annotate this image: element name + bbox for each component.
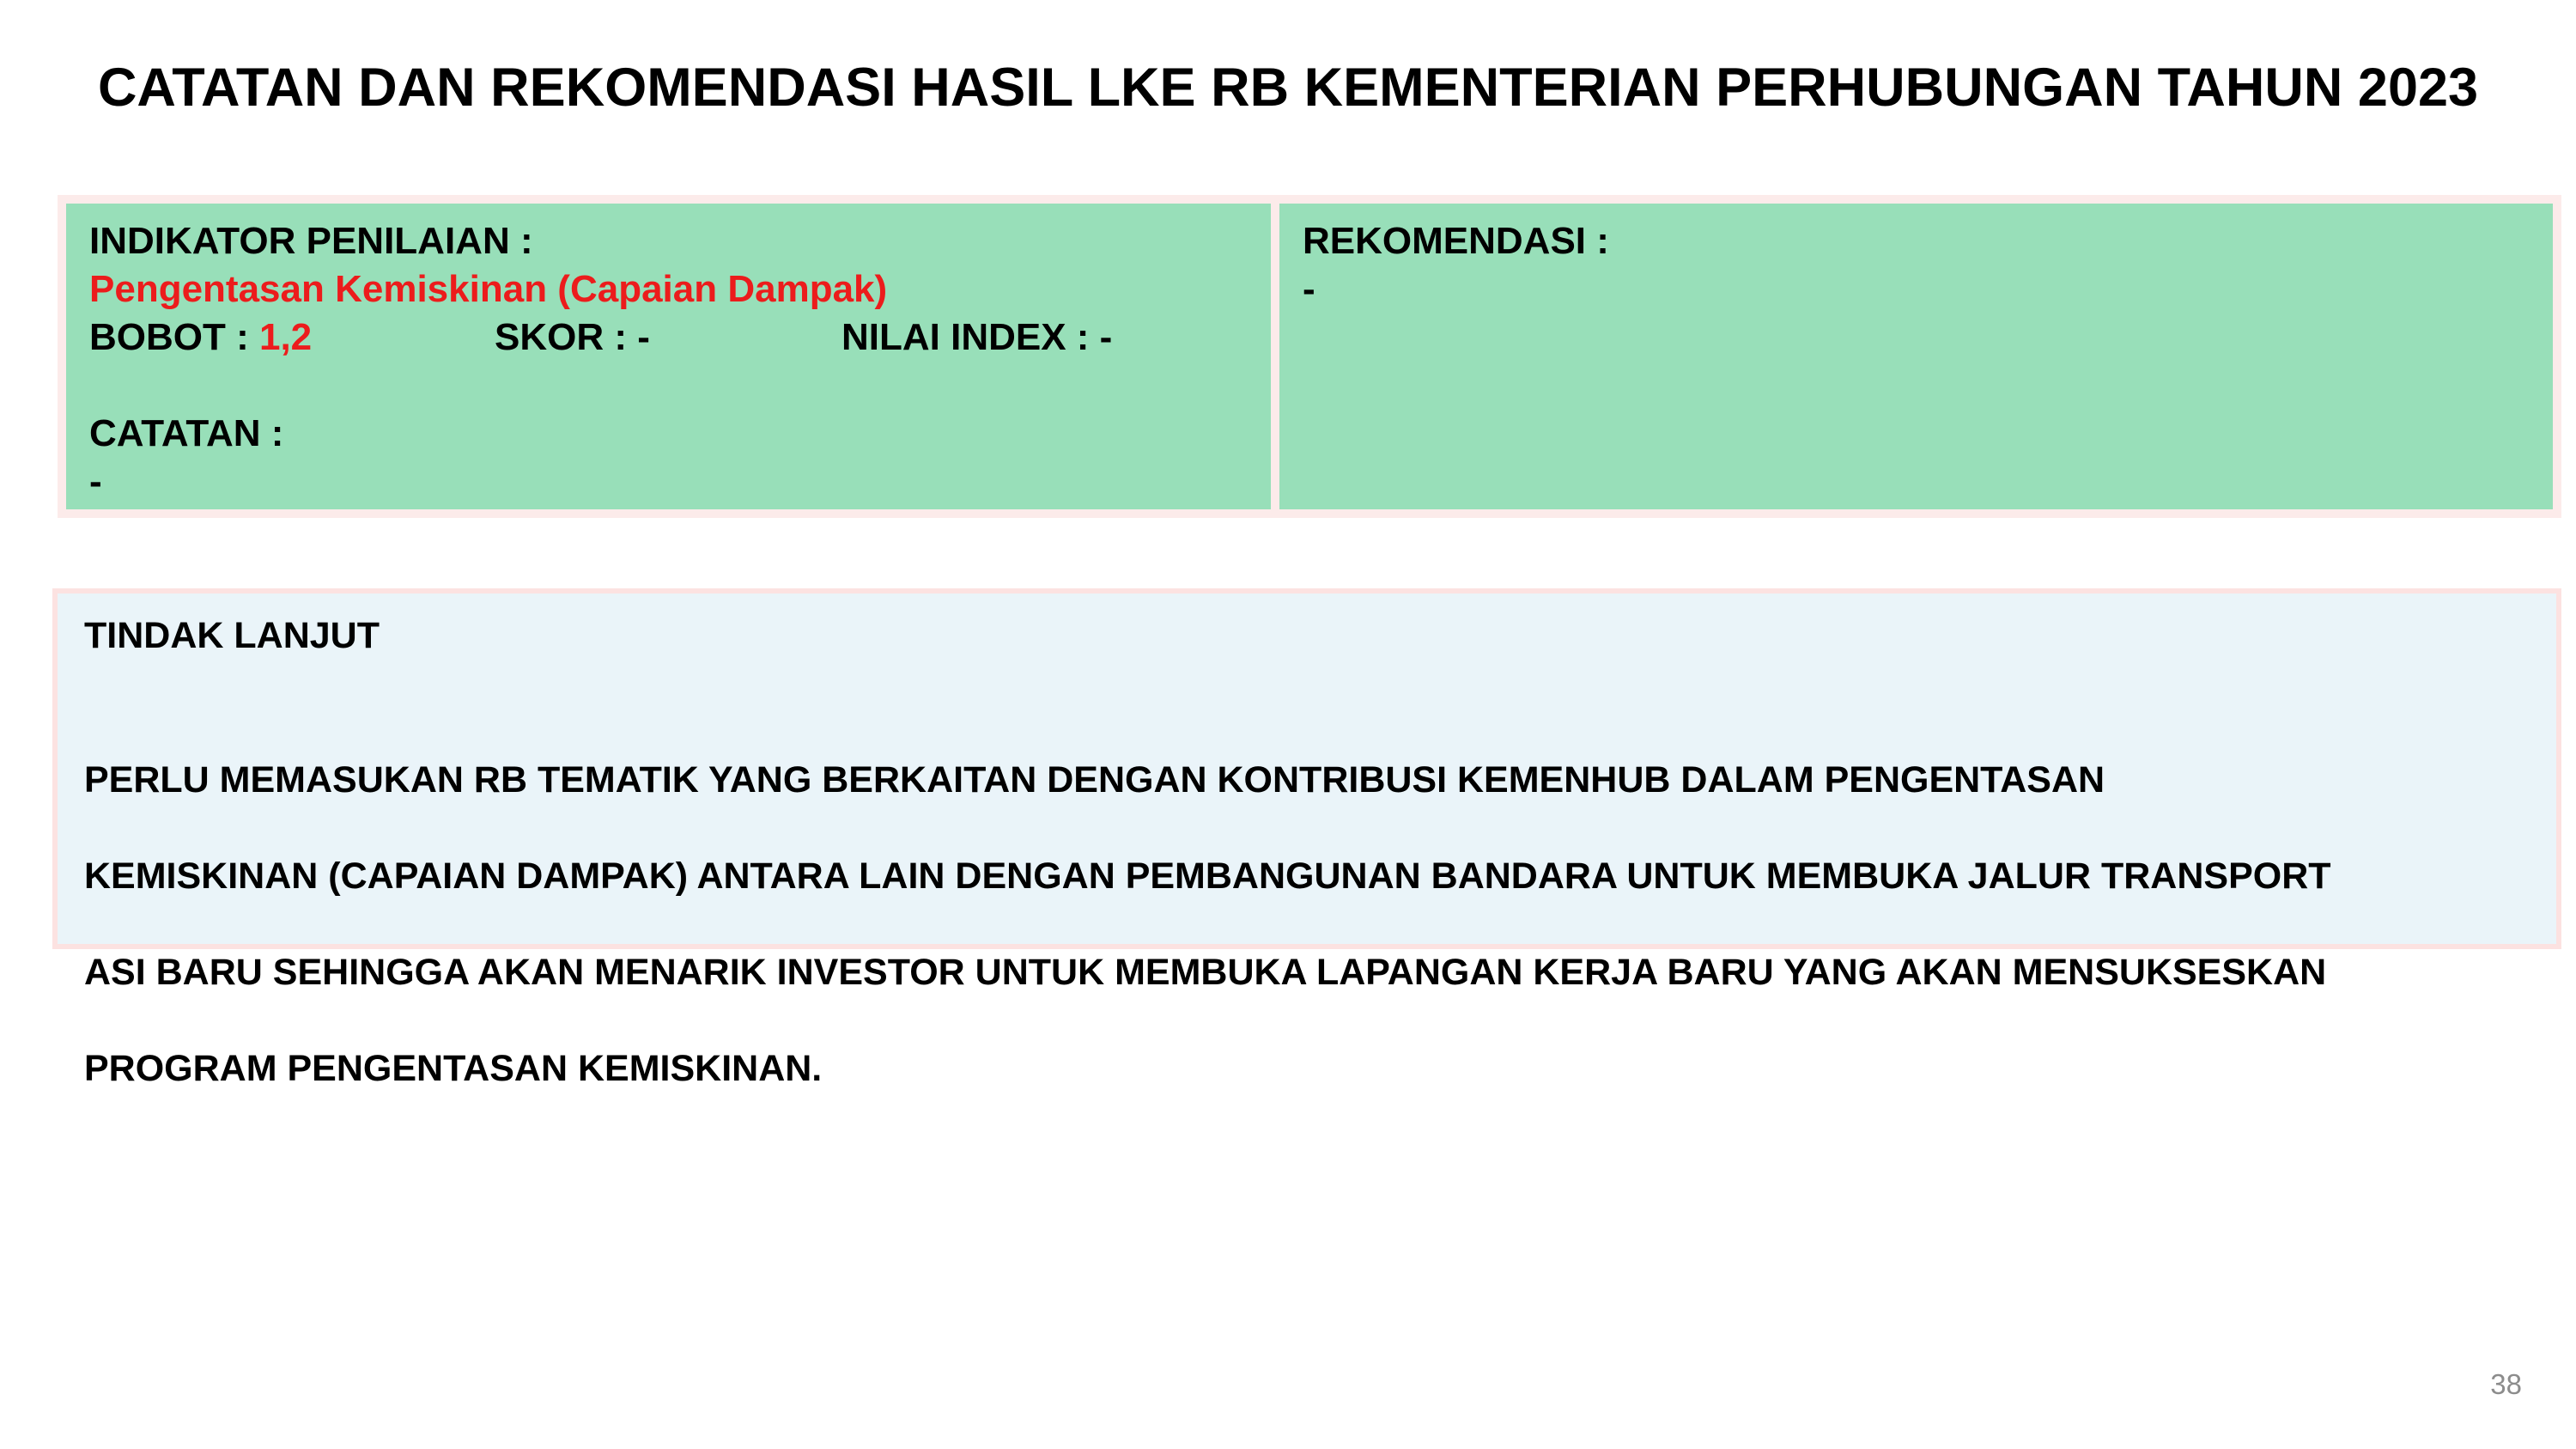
score-row xyxy=(89,314,1271,362)
tindak-lanjut-line: PERLU MEMASUKAN RB TEMATIK YANG BERKAITAN DENGAN KONTRIBUSI KEMENHUB DALAM PENGENTASAN xyxy=(84,759,2105,801)
tindak-lanjut-box xyxy=(52,588,2561,1089)
nilai-index-field: NILAI INDEX : - xyxy=(841,316,1113,358)
tindak-lanjut-line: KEMISKINAN (CAPAIAN DAMPAK) ANTARA LAIN DENGAN PEMBANGUNAN BANDARA UNTUK MEMBUKA JALUR TRANSPORT xyxy=(84,855,2331,897)
slide-title: CATATAN DAN REKOMENDASI HASIL LKE RB KEMENTERIAN PERHUBUNGAN TAHUN 2023 xyxy=(97,58,2479,118)
indikator-name: Pengentasan Kemiskinan (Capaian Dampak) xyxy=(89,268,888,310)
indikator-heading: INDIKATOR PENILAIAN : xyxy=(89,220,533,262)
indikator-panel xyxy=(66,204,1271,509)
page-number: 38 xyxy=(2490,1368,2522,1400)
bobot-value: 1,2 xyxy=(258,316,313,358)
bobot-label: BOBOT : xyxy=(89,316,259,358)
rekomendasi-heading: REKOMENDASI : xyxy=(1303,220,1609,262)
bobot-field xyxy=(89,314,312,362)
catatan-value: - xyxy=(89,460,102,502)
rekomendasi-value: - xyxy=(1303,268,1315,310)
tindak-lanjut-heading: TINDAK LANJUT xyxy=(84,615,380,656)
catatan-heading: CATATAN : xyxy=(89,412,284,454)
spacer xyxy=(89,362,1271,410)
assessment-frame xyxy=(58,195,2561,518)
rekomendasi-panel xyxy=(1279,204,2553,509)
tindak-lanjut-text xyxy=(84,708,2557,1141)
spacer xyxy=(84,660,2556,708)
skor-field: SKOR : - xyxy=(495,316,650,358)
tindak-lanjut-line: ASI BARU SEHINGGA AKAN MENARIK INVESTOR UNTUK MEMBUKA LAPANGAN KERJA BARU YANG AKAN MENSUKSESKAN xyxy=(84,952,2327,993)
tindak-lanjut-line: PROGRAM PENGENTASAN KEMISKINAN. xyxy=(84,1048,823,1089)
